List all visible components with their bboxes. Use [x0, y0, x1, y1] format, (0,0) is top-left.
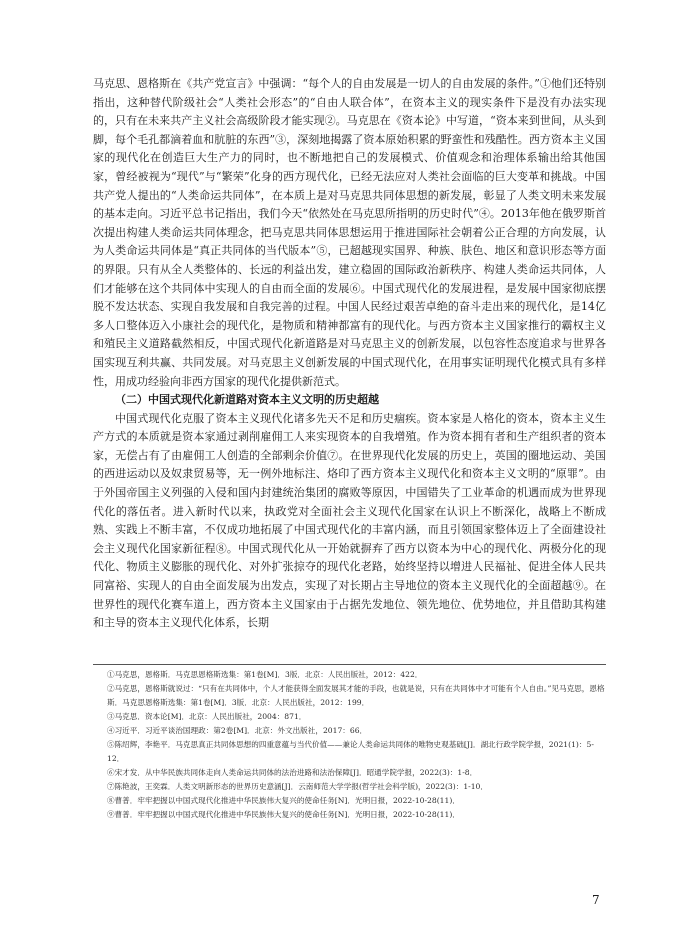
footnote: ⑧曹普．牢牢把握以中国式现代化推进中华民族伟大复兴的使命任务[N]．光明日报，2022-10-28(11)． — [107, 796, 460, 805]
footnote: ④习近平．习近平谈治国理政：第2卷[M]．北京：外文出版社，2017：66． — [107, 726, 368, 735]
footnote: ②马克思，恩格斯就说过：“只有在共同体中，个人才能获得全面发展其才能的手段，也就是说，只有在共同体中才可能有个人自由。”见马克思，恩格斯．马克思恩格斯选集：第1卷[M]．3版．北京：人民出版社，2012：199． — [107, 684, 605, 707]
page-number: 7 — [592, 893, 600, 907]
footnote: ⑦陈艳波，王奕霖．人类文明新形态的世界历史意涵[J]．云南师范大学学报(哲学社会科学版)，2022(3)：1-10． — [107, 782, 488, 791]
section-heading: （二）中国式现代化新道路对资本主义文明的历史超越 — [115, 393, 379, 407]
body-paragraph: 马克思、恩格斯在《共产党宣言》中强调：“每个人的自由发展是一切人的自由发展的条件。”①他们还特别指出，这种替代阶级社会“人类社会形态”的“自由人联合体”，在资本主义的现实条件下是没有办法实现的，只有在未来共产主义社会高级阶段才能实现②。马克思在《资本论》中写道，“资本来到世间，从头到脚，每个毛孔都滴着血和肮脏的东西”③，深刻地揭露了资本原始积累的野蛮性和残酷性。西方资本主义国家的现代化在创造巨大生产力的同时，也不断地把自己的发展模式、价值观念和治理体系输出给其他国家，曾经被视为“现代”与“繁荣”化身的西方现代化，已经无法应对人类社会面临的巨大变革和挑战。中国共产党人提出的“人类命运共同体”，在本质上是对马克思共同体思想的新发展，彰显了人类文明未来发展的基本走向。习近平总书记指出，我们今天“依然处在马克思所指明的历史时代”④。2013年他在俄罗斯首次提出构建人类命运共同体理念，把马克思共同体思想运用于推进国际社会朝着公正合理的方向发展，认为人类命运共同体是“真正共同体的当代版本”⑤，已超越现实国界、种族、肤色、地区和意识形态等方面的界限。只有从全人类整体的、长远的利益出发，建立稳固的国际政治新秩序、构建人类命运共同体，人们才能够在这个共同体中实现人的自由而全面的发展⑥。中国式现代化的发展进程，是发展中国家彻底摆脱不发达状态、实现自我发展和自我完善的过程。中国人民经过艰苦卓绝的奋斗走出来的现代化，是14亿多人口整体迈入小康社会的现代化，是物质和精神都富有的现代化。与西方资本主义国家推行的霸权主义和殖民主义道路截然相反，中国式现代化新道路是对马克思主义的创新发展，以包容性态度追求与世界各国实现互利共赢、共同发展。对马克思主义创新发展的中国式现代化，在用事实证明现代化模式具有多样性，用成功经验向非西方国家的现代化提供新范式。 — [93, 77, 606, 388]
footnote: ⑤陈绍辉，李艳平．马克思真正共同体思想的四重意蕴与当代价值——兼论人类命运共同体的唯物史观基础[J]．湖北行政学院学报，2021(1)：5-12． — [107, 740, 594, 763]
body-paragraph: 中国式现代化克服了资本主义现代化诸多先天不足和历史痼疾。资本家是人格化的资本，资本主义生产方式的本质就是资本家通过剥削雇佣工人来实现资本的自我增殖。作为资本拥有者和生产组织者的资本家，无偿占有了由雇佣工人创造的全部剩余价值⑦。在世界现代化发展的历史上，英国的圈地运动、美国的西进运动以及奴隶贸易等，无一例外地标注、烙印了西方资本主义现代化和资本主义文明的“原罪”。由于外国帝国主义列强的入侵和国内封建统治集团的腐败等原因，中国错失了工业革命的机遇而成为世界现代化的落伍者。进入新时代以来，执政党对全面社会主义现代化国家在认识上不断深化，战略上不断成熟、实践上不断丰富，不仅成功地拓展了中国式现代化的丰富内涵，而且引领国家整体迈上了全面建设社会主义现代化国家新征程⑧。中国式现代化从一开始就摒弃了西方以资本为中心的现代化、两极分化的现代化、物质主义膨胀的现代化、对外扩张掠夺的现代化老路，始终坚持以增进人民福祉、促进全体人民共同富裕、实现人的自由全面发展为出发点，实现了对长期占主导地位的资本主义现代化的全面超越⑨。在世界性的现代化赛车道上，西方资本主义国家由于占据先发地位、领先地位、优势地位，并且借助其构建和主导的资本主义现代化体系，长期 — [93, 411, 606, 630]
footnote: ③马克思．资本论[M]．北京：人民出版社，2004：871． — [107, 712, 307, 721]
footnote: ⑥宋才发．从中华民族共同体走向人类命运共同体的法治进路和法治保障[J]．昭通学院学报，2022(3)：1-8． — [107, 768, 478, 777]
footnotes — [93, 668, 606, 822]
article-body — [93, 75, 606, 633]
footnote: ①马克思，恩格斯．马克思恩格斯选集：第1卷[M]．3版．北京：人民出版社，2012：422． — [107, 670, 423, 679]
footnote: ⑨曹普．牢牢把握以中国式现代化推进中华民族伟大复兴的使命任务[N]．光明日报，2022-10-28(11)． — [107, 810, 460, 819]
footnote-divider — [93, 664, 606, 665]
